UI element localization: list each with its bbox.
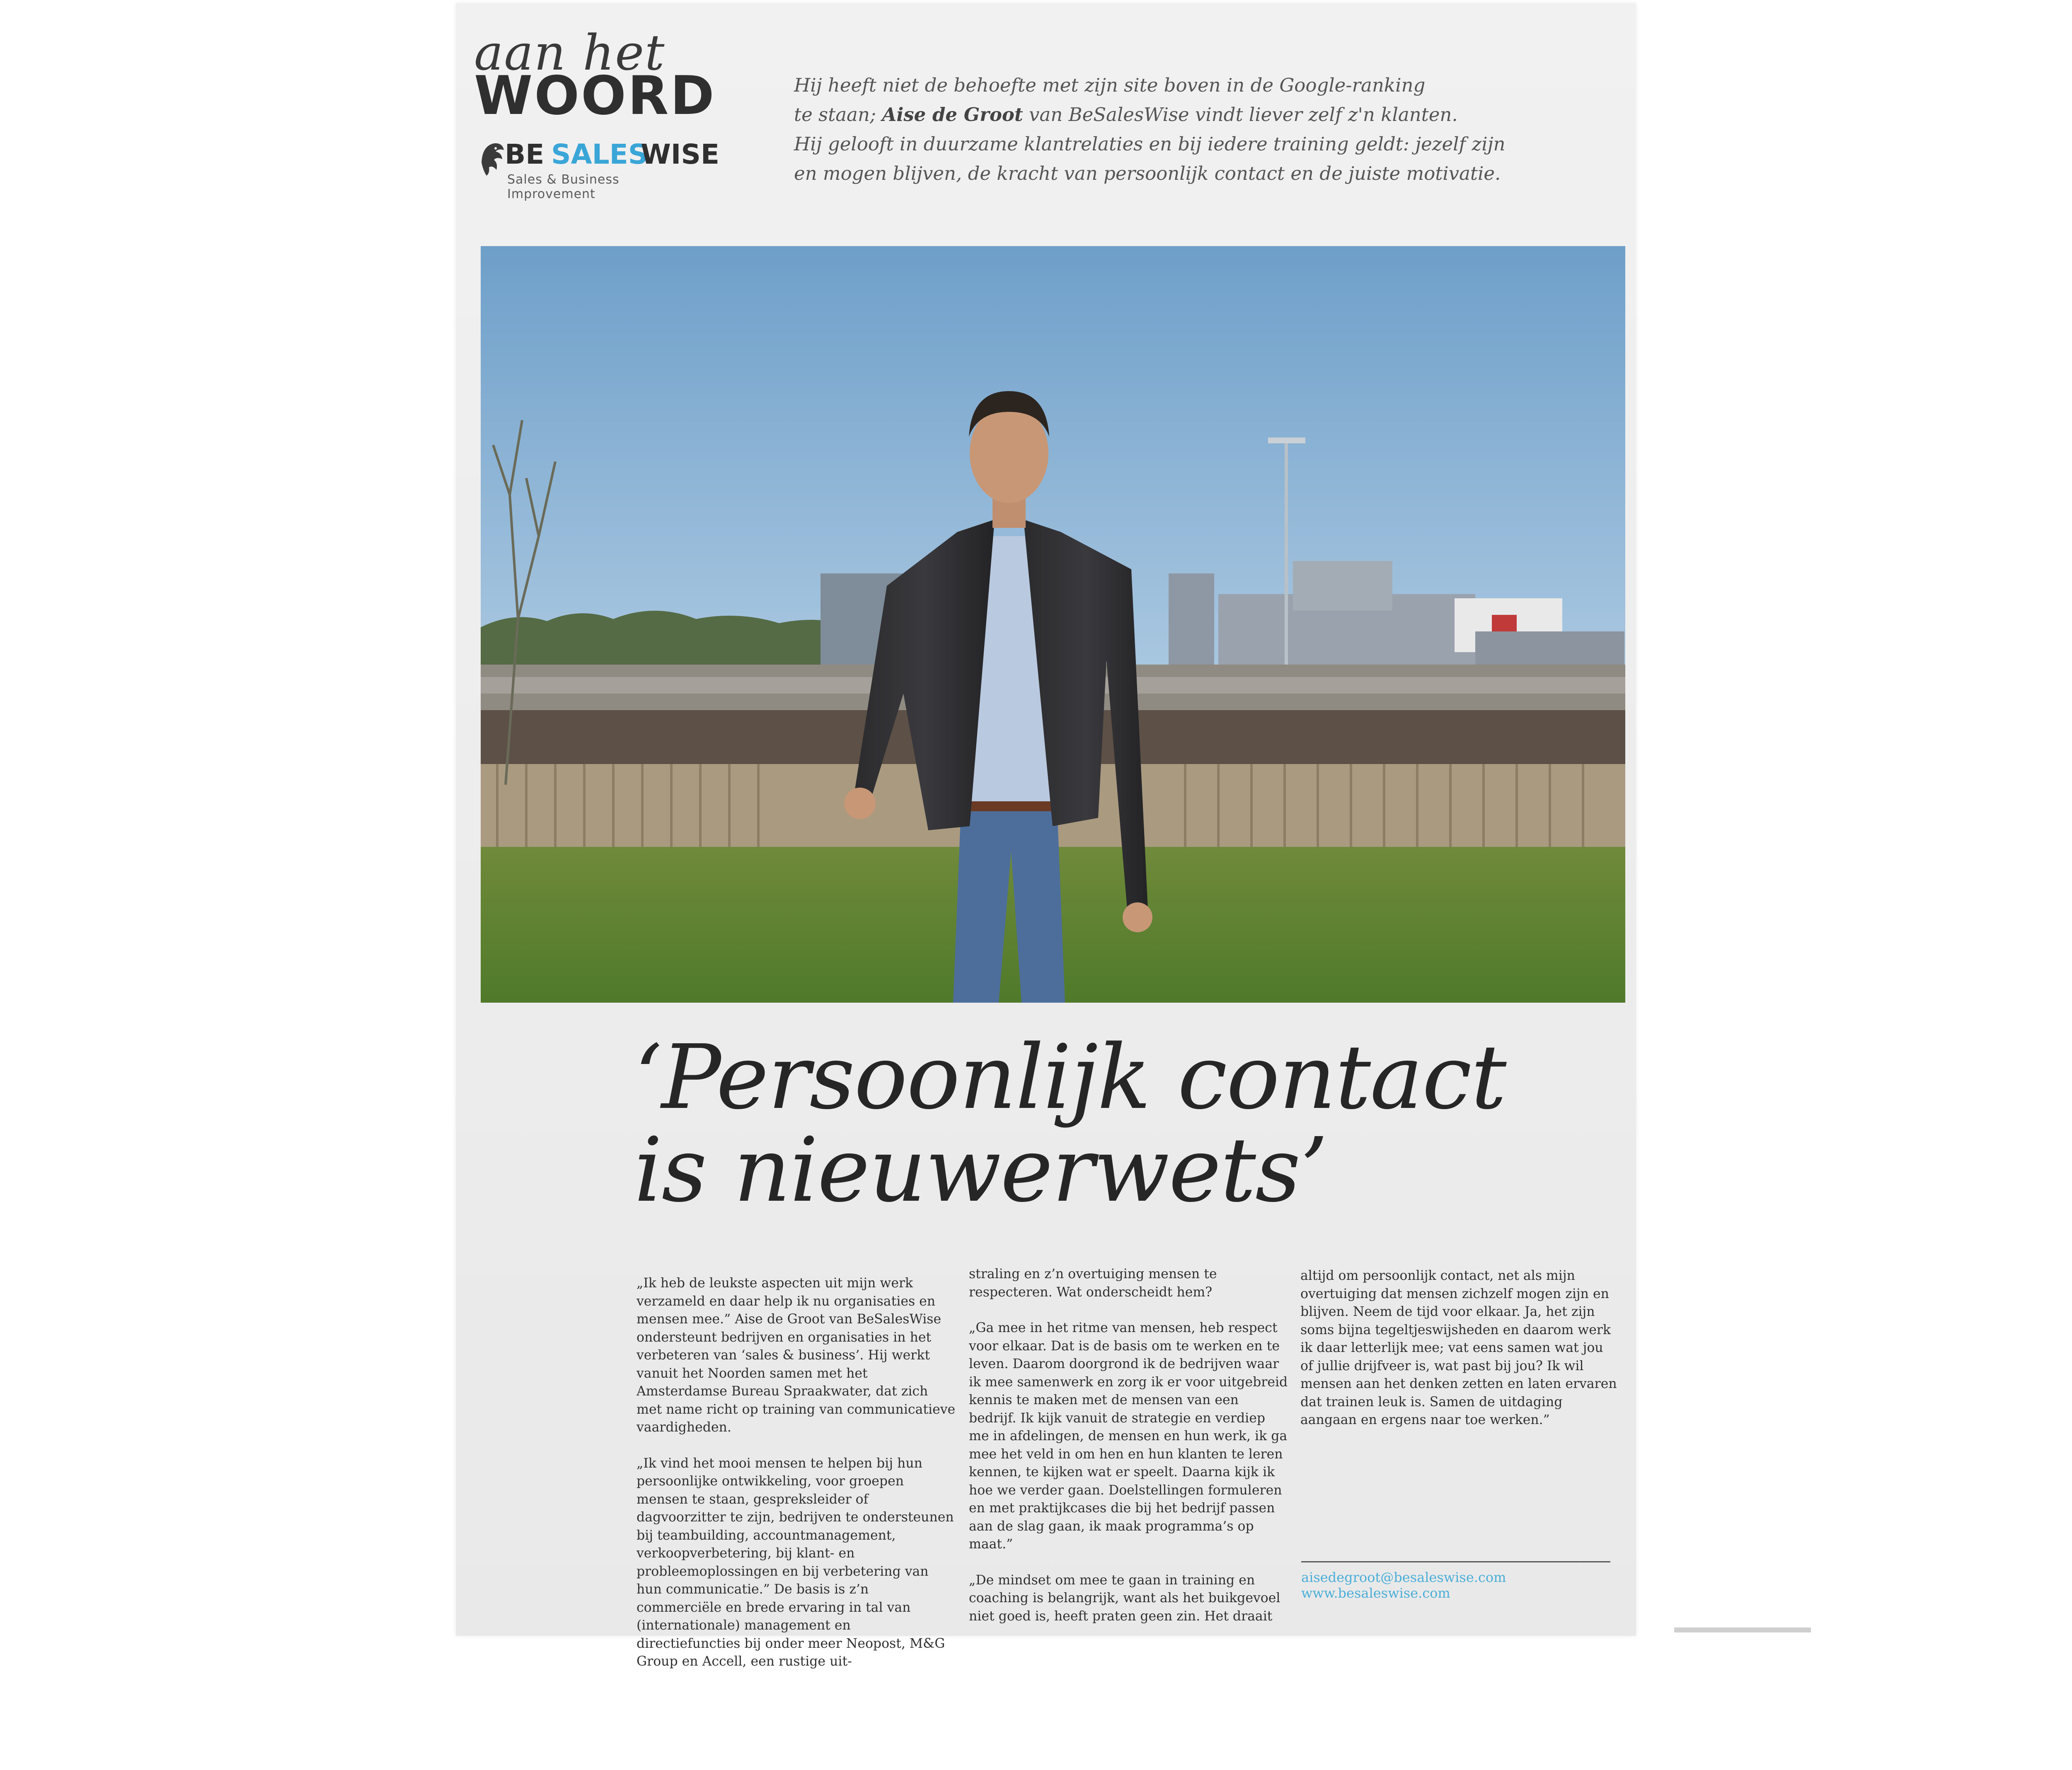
contact-divider bbox=[1301, 1561, 1610, 1562]
intro-line-suffix: van BeSalesWise vindt liever zelf z'n klanten. bbox=[1023, 104, 1458, 126]
intro-line: en mogen blijven, de kracht van persoonlijk contact en de juiste motivatie. bbox=[794, 162, 1501, 184]
brand-wise: WISE bbox=[641, 138, 719, 170]
intro-line bbox=[794, 100, 1523, 129]
intro-line-prefix: te staan; bbox=[794, 104, 882, 126]
headline-line-2 bbox=[634, 1119, 1506, 1222]
headline-line-2-prefix: is bbox=[634, 1119, 734, 1222]
body-column-3 bbox=[1300, 1267, 1619, 1447]
hero-photo bbox=[481, 246, 1625, 1003]
body-paragraph: altijd om persoonlijk contact, net als mijn overtuiging dat mensen zichzelf mogen zijn en blijven. Neem de tijd voor elkaar. Ja, het zijn soms bijna tegeltjeswijsheden en daarom werk ik daar letterlijk mee; vat eens samen wat jou of jullie drijfveer is, wat past bij jou? Ik wil mensen aan het denken zetten en laten ervaren dat trainen leuk is. Samen de uitdaging aangaan en ergens naar toe werken.” bbox=[1300, 1268, 1617, 1427]
headline-line-1: ‘Persoonlijk contact bbox=[634, 1026, 1506, 1129]
body-paragraph: „Ik vind het mooi mensen te helpen bij hun persoonlijke ontwikkeling, voor groepen mensen te staan, gespreksleider of dagvoorzitter te zijn, bedrijven te ondersteunen bij teambuilding, accountmanagement, verkoopverbetering, bij klant- en probleemoplossingen en bij verbetering van hun communicatie.” De basis is z’n commerciële en brede ervaring in tal van (internationale) management en directiefuncties bij onder meer Neopost, M&G Group en Accell, een rustige uit- bbox=[637, 1456, 954, 1669]
brand-tagline: Sales & Business Improvement bbox=[507, 172, 620, 201]
brand-be: BE bbox=[505, 138, 545, 170]
body-paragraph: straling en z’n overtuiging mensen te respecteren. Wat onderscheidt hem? bbox=[969, 1267, 1217, 1300]
headline-highlight bbox=[733, 1119, 1327, 1222]
section-label-bottom: WOORD bbox=[474, 65, 716, 127]
contact-email-link[interactable]: aisedegroot@besaleswise.com bbox=[1301, 1569, 1506, 1585]
body-paragraph: „Ga mee in het ritme van mensen, heb respect voor elkaar. Dat is de basis om te werken en te leven. Daarom doorgrond ik de bedrijven waar ik mee samenwerk en zorg ik er voor uitgebreid kennis te maken met de mensen van een bedrijf. Ik kijk vanuit de strategie en verdiep me in afdelingen, de mensen en hun werk, ik ga mee het veld in om hen en hun klanten te leren kennen, te kijken wat er speelt. Daarna kijk ik hoe we verder gaan. Doelstellingen formuleren en met praktijkcases die bij het bedrijf passen aan de slag gaan, ik maak programma’s op maat.” bbox=[969, 1320, 1288, 1552]
headline-highlight-text: nieuwerwets’ bbox=[733, 1119, 1327, 1222]
intro-person-name: Aise de Groot bbox=[882, 104, 1023, 126]
headline bbox=[634, 1026, 1506, 1222]
intro-line: Hij heeft niet de behoefte met zijn site boven in de Google-ranking bbox=[794, 74, 1426, 96]
brand-sales: SALES bbox=[551, 138, 648, 170]
lion-head-icon bbox=[477, 138, 506, 179]
contact-website-link[interactable]: www.besaleswise.com bbox=[1301, 1585, 1450, 1601]
brand-logo bbox=[474, 135, 719, 201]
body-paragraph: „De mindset om mee te gaan in training en coaching is belangrijk, want als het buikgevoel niet goed is, heeft praten geen zin. Het draait bbox=[969, 1572, 1280, 1624]
magazine-page bbox=[456, 3, 1636, 1669]
body-column-2 bbox=[969, 1265, 1288, 1643]
body-paragraph: „Ik heb de leukste aspecten uit mijn werk verzameld en daar help ik nu organisaties en mensen mee.” Aise de Groot van BeSalesWise ondersteunt bedrijven en organisaties in het verbeteren van ‘sales & business’. Hij werkt vanuit het Noorden samen met het Amsterdamse Bureau Spraakwater, dat zich met name richt op training van communicatieve vaardigheden. bbox=[637, 1276, 956, 1435]
paper-edge-strip bbox=[1674, 1627, 1811, 1632]
section-label-top: aan het bbox=[474, 24, 666, 81]
body-column-1 bbox=[637, 1274, 956, 1689]
intro-line: Hij gelooft in duurzame klantrelaties en bij iedere training geldt: jezelf zijn bbox=[794, 133, 1506, 155]
intro-text bbox=[794, 70, 1523, 188]
